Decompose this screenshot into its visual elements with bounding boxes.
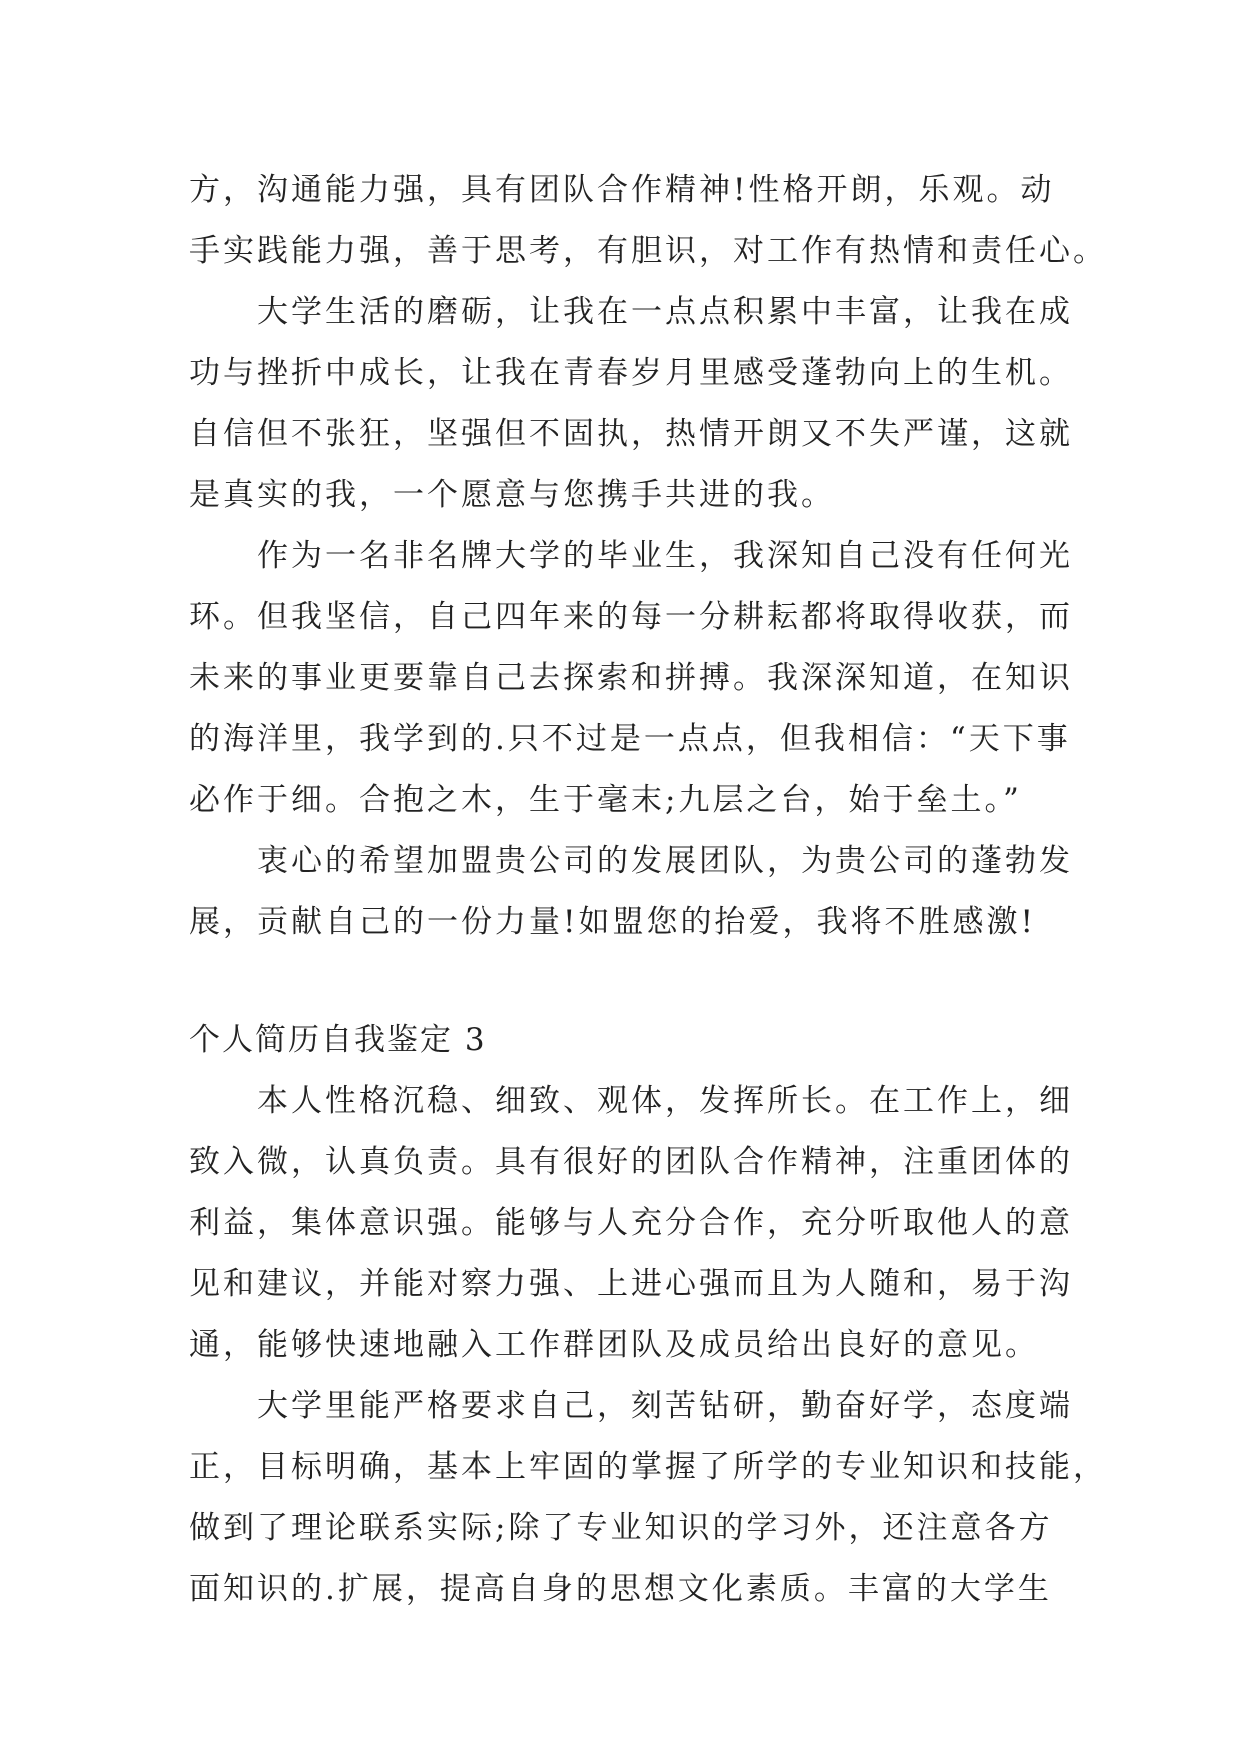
paragraph-2 [189, 282, 1073, 526]
paragraph-3 [189, 526, 1073, 831]
text-line: 利益，集体意识强。能够与人充分合作，充分听取他人的意 [189, 1205, 1073, 1241]
text-line: 致入微，认真负责。具有很好的团队合作精神，注重团体的 [189, 1144, 1073, 1180]
text-line: 的海洋里，我学到的.只不过是一点点，但我相信：“天下事 [189, 721, 1071, 757]
text-line: 大学里能严格要求自己，刻苦钻研，勤奋好学，态度端 [257, 1388, 1073, 1424]
text-line: 面知识的.扩展，提高自身的思想文化素质。丰富的大学生 [189, 1571, 1052, 1607]
section-spacer [189, 953, 1069, 1010]
text-line: 作为一名非名牌大学的毕业生，我深知自己没有任何光 [257, 538, 1073, 574]
text-line: 功与挫折中成长，让我在青春岁月里感受蓬勃向上的生机。 [189, 355, 1073, 391]
paragraph-1 [189, 160, 1107, 282]
text-line: 未来的事业更要靠自己去探索和拼搏。我深深知道，在知识 [189, 660, 1073, 696]
document-body [189, 160, 1107, 1620]
text-line: 自信但不张狂，坚强但不固执，热情开朗又不失严谨，这就 [189, 416, 1073, 452]
paragraph-5 [189, 1071, 1073, 1376]
section-title: 个人简历自我鉴定 3 [189, 1022, 487, 1058]
text-line: 做到了理论联系实际;除了专业知识的学习外，还注意各方 [189, 1510, 1053, 1546]
text-line: 必作于细。合抱之木，生于毫末;九层之台，始于垒土。” [189, 782, 1022, 818]
text-line: 环。但我坚信，自己四年来的每一分耕耘都将取得收获，而 [189, 599, 1073, 635]
text-line: 衷心的希望加盟贵公司的发展团队，为贵公司的蓬勃发 [257, 843, 1073, 879]
text-line: 见和建议，并能对察力强、上进心强而且为人随和，易于沟 [189, 1266, 1073, 1302]
paragraph-6 [189, 1376, 1107, 1620]
text-line: 大学生活的磨砺，让我在一点点积累中丰富，让我在成 [257, 294, 1073, 330]
text-line: 本人性格沉稳、细致、观体，发挥所长。在工作上，细 [257, 1083, 1073, 1119]
paragraph-4 [189, 831, 1073, 953]
text-line: 展，贡献自己的一份力量!如盟您的抬爱，我将不胜感激! [189, 904, 1036, 940]
text-line: 方，沟通能力强，具有团队合作精神!性格开朗，乐观。动 [189, 172, 1055, 208]
text-line: 通，能够快速地融入工作群团队及成员给出良好的意见。 [189, 1327, 1039, 1363]
text-line: 是真实的我，一个愿意与您携手共进的我。 [189, 477, 835, 513]
text-line: 手实践能力强，善于思考，有胆识，对工作有热情和责任心。 [189, 233, 1107, 269]
text-line: 正，目标明确，基本上牢固的掌握了所学的专业知识和技能， [189, 1449, 1107, 1485]
